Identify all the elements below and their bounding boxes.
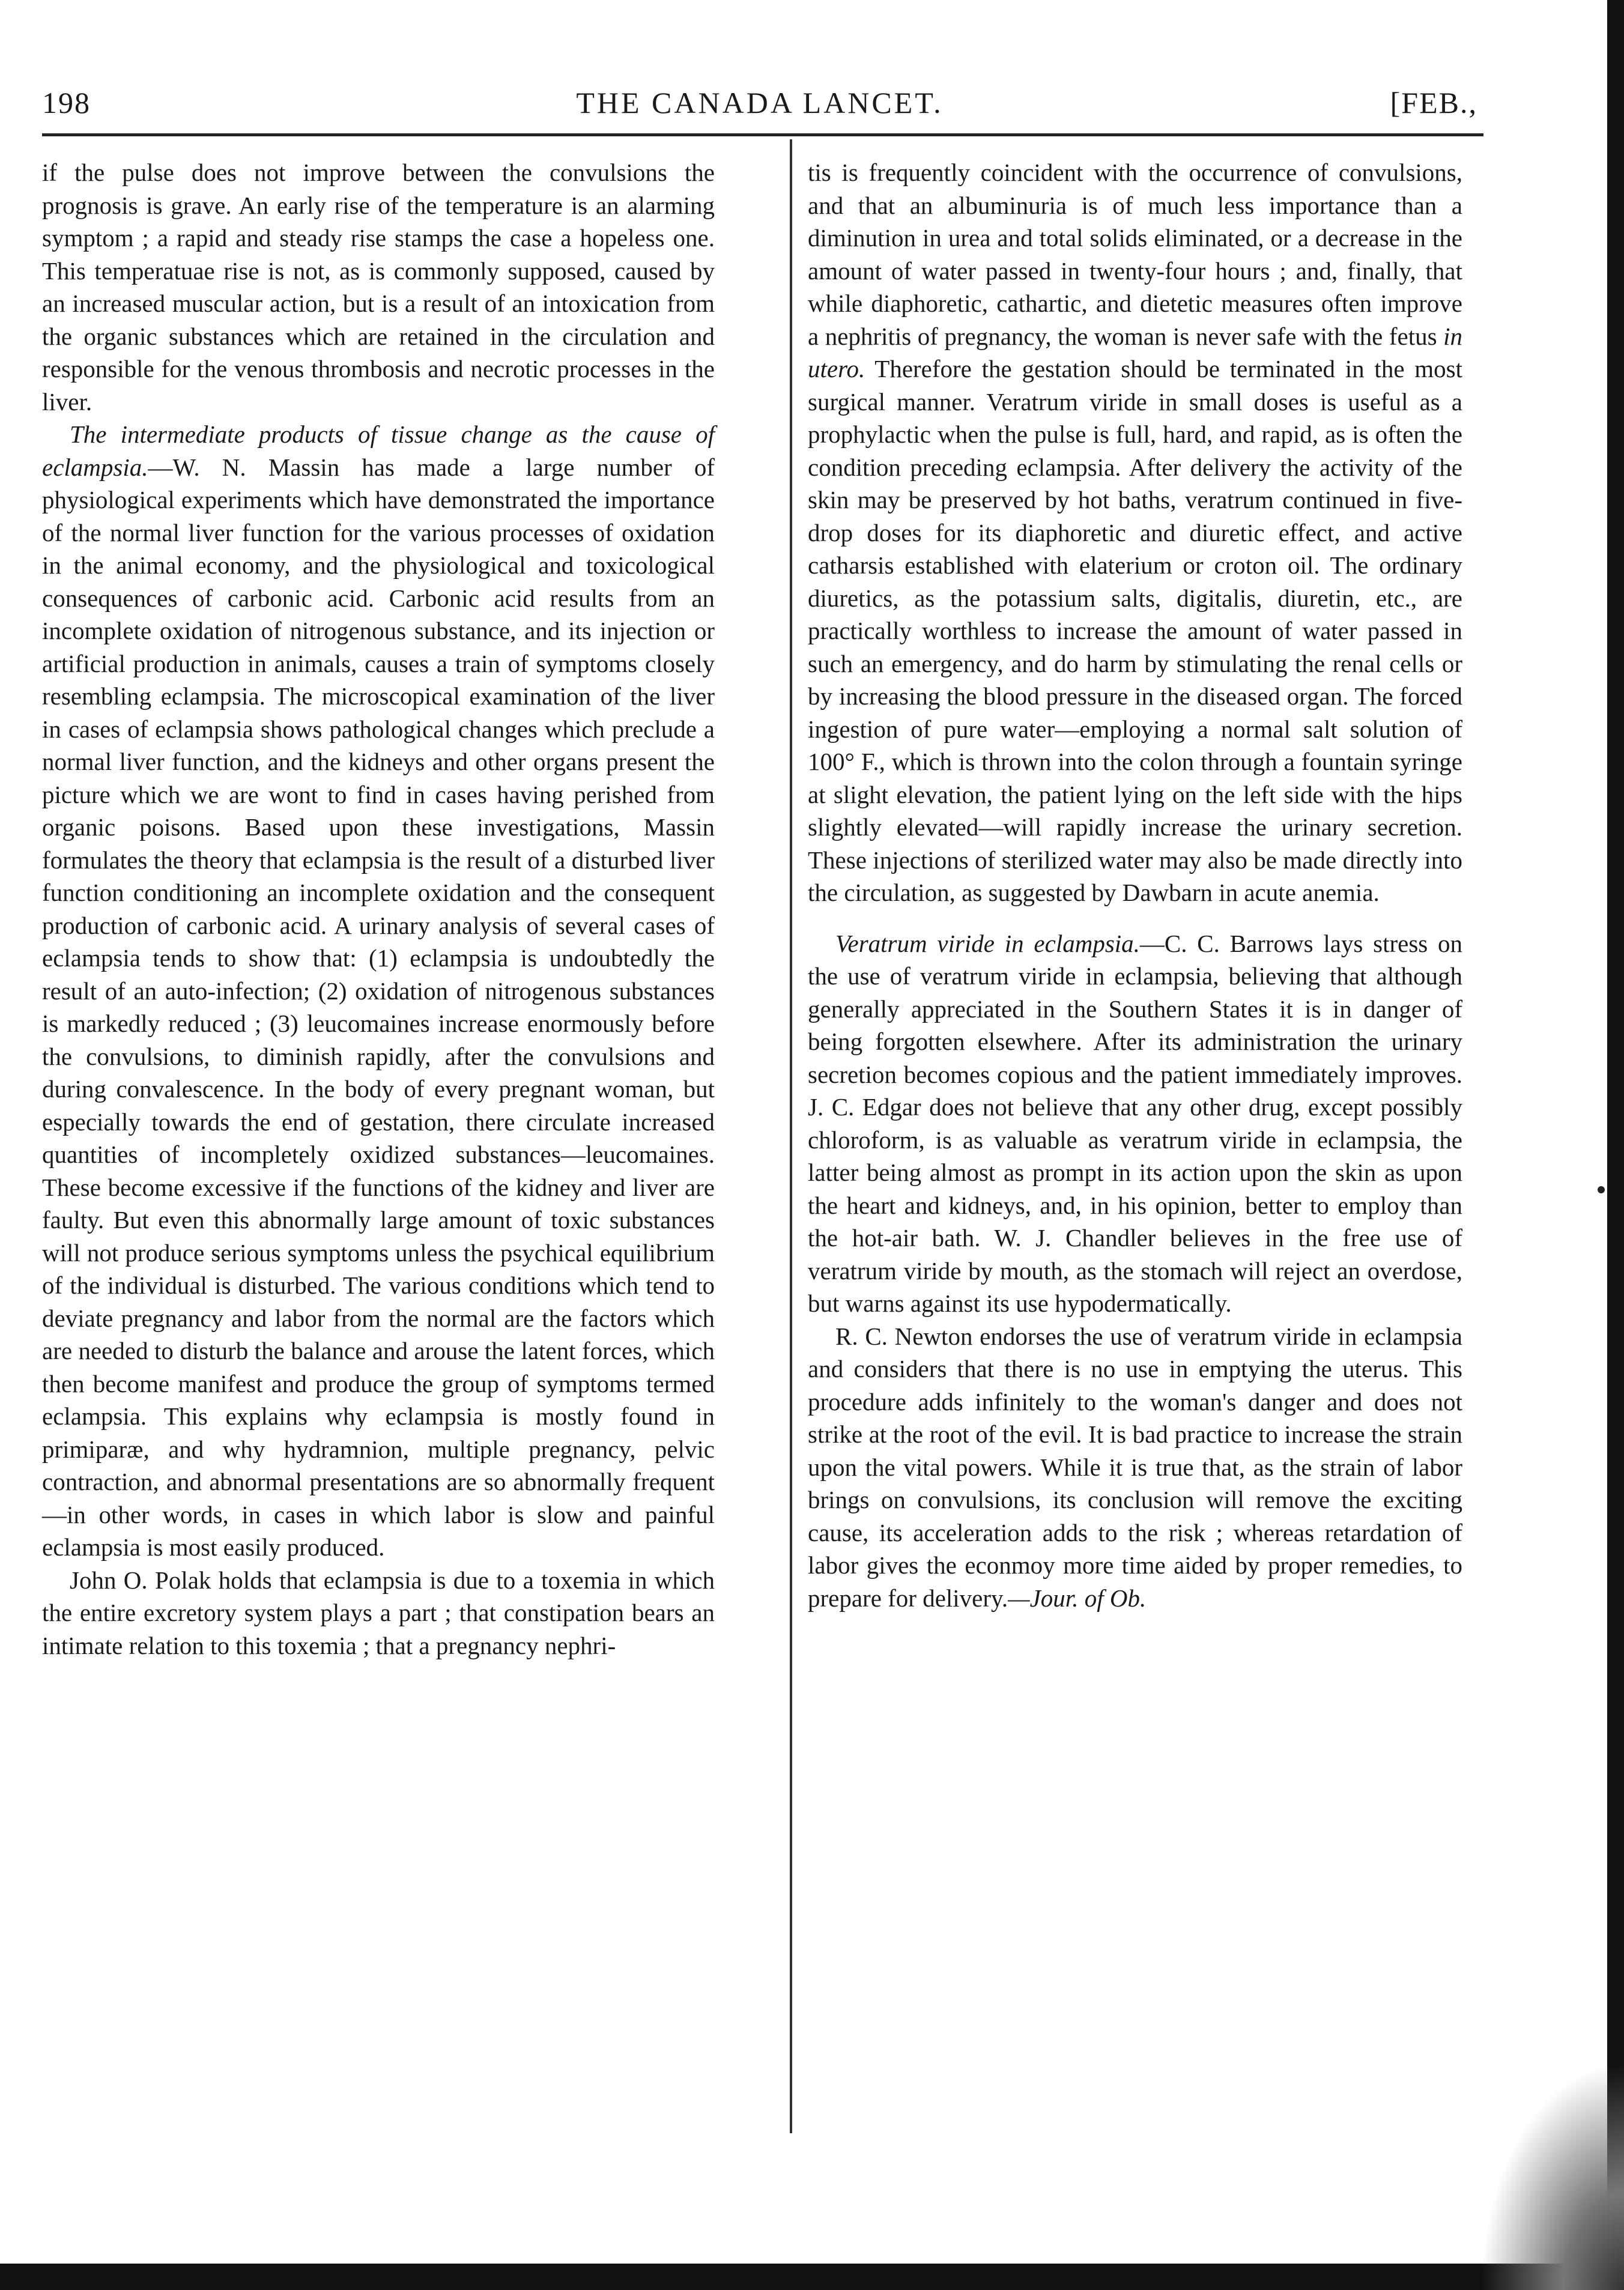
paragraph: if the pulse does not improve between the convulsions the prognosis is grave. An early rise of the temperature is an alarming symptom ; a rapid and steady rise stamps the case a hopeless one. This temperatuae rise is not, as is commonly supposed, caused by an increased muscular action, but is a result of an intoxication from the organic substances which are retained in the circulation and responsible for the venous thrombosis and necrotic processes in the liver. bbox=[42, 159, 715, 416]
left-column bbox=[42, 156, 715, 1662]
page-number: 198 bbox=[42, 86, 91, 120]
right-column bbox=[790, 156, 1462, 1614]
paragraph bbox=[808, 1320, 1462, 1615]
page-curl-shadow bbox=[1480, 2062, 1624, 2290]
header-rule bbox=[42, 133, 1483, 136]
paragraph-body: R. C. Newton endorses the use of veratrum viride in eclampsia and considers that there is no use in emptying the uterus. This procedure adds infinitely to the woman's danger and does not strike at the root of the evil. It is bad practice to increase the strain upon the vital powers. While it is true that, as the strain of labor brings on convulsions, its conclusion will remove the exciting cause, its acceleration adds to the risk ; whereas retardation of labor gives the econmoy more time aided by proper remedies, to prepare for delivery. bbox=[808, 1322, 1462, 1612]
paragraph bbox=[808, 156, 1462, 909]
paragraph: John O. Polak holds that eclampsia is due to a toxemia in which the entire excretory system plays a part ; that constipation bears an intimate relation to this toxemia ; that a pregnancy nephri- bbox=[42, 1566, 715, 1659]
section-title: Veratrum viride in eclampsia. bbox=[835, 929, 1140, 957]
paragraph bbox=[808, 927, 1462, 1320]
journal-title: THE CANADA LANCET. bbox=[576, 86, 944, 120]
paragraph-body: tis is frequently coincident with the occurrence of convulsions, and that an albuminuria is of much less importance than a diminution in urea and total solids eliminated, or a decrease in the amount of water passed in twenty-four hours ; and, finally, that while diaphoretic, cathartic, and dietetic measures often improve a nephritis of pregnancy, the woman is never safe with the fetus bbox=[808, 159, 1462, 350]
italic-phrase: in utero. bbox=[808, 322, 1462, 383]
page-header bbox=[42, 85, 1477, 127]
citation: —Jour. of Ob. bbox=[1008, 1584, 1147, 1612]
paragraph-body: Therefore the gestation should be terminated in the most surgical manner. Veratrum viride in small doses is useful as a prophylactic when the pulse is full, hard, and rapid, as is often the condition preceding eclampsia. After delivery the activity of the skin may be preserved by hot baths, veratrum continued in five-drop doses for its diaphoretic and diuretic effect, and active catharsis established with elaterium or croton oil. The ordinary diuretics, as the potassium salts, digitalis, diuretin, etc., are practically worthless to increase the amount of water passed in such an emergency, and do harm by stimulating the renal cells or by increasing the blood pressure in the diseased organ. The forced ingestion of pure water—employing a normal salt solution of 100° F., which is thrown into the colon through a fountain syringe at slight elevation, the patient lying on the left side with the hips slightly elevated—will rapidly increase the urinary secretion. These injections of sterilized water may also be made directly into the circulation, as suggested by Dawbarn in acute anemia. bbox=[808, 355, 1462, 906]
paragraph bbox=[42, 418, 715, 1564]
paragraph-body: —W. N. Massin has made a large number of physiological experiments which have demonstrated the importance of the normal liver function for the various processes of oxidation in the animal economy, and the physiological and toxicological consequences of carbonic acid. Carbonic acid results from an incomplete oxidation of nitrogenous substance, and its injection or artificial production in animals, causes a train of symptoms closely resembling eclampsia. The microscopical examination of the liver in cases of eclampsia shows pathological changes which preclude a normal liver function, and the kidneys and other organs present the picture which we are wont to find in cases having perished from organic poisons. Based upon these investigations, Massin formulates the theory that eclampsia is the result of a disturbed liver function conditioning an incomplete oxidation and the consequent production of carbonic acid. A urinary analysis of several cases of eclampsia tends to show that: (1) eclampsia is undoubtedly the result of an auto-infection; (2) oxidation of nitrogenous substances is markedly reduced ; (3) leucomaines increase enormously before the convulsions, to diminish rapidly, after the convulsions and during convalescence. In the body of every pregnant woman, but especially towards the end of gestation, there circulate increased quantities of incompletely oxidized substances—leucomaines. These become excessive if the functions of the kidney and liver are faulty. But even this abnormally large amount of toxic substances will not produce serious symptoms unless the psychical equilibrium of the individual is disturbed. The various conditions which tend to deviate pregnancy and labor from the normal are the factors which are needed to disturb the balance and arouse the latent forces, which then become manifest and produce the group of symptoms termed eclampsia. This explains why eclampsia is mostly found in primiparæ, and why hydramnion, multiple pregnancy, pelvic contraction, and abnormal presentations are so abnormally frequent —in other words, in cases in which labor is slow and painful eclampsia is most easily produced. bbox=[42, 453, 715, 1561]
paragraph-body: —C. C. Barrows lays stress on the use of veratrum viride in eclampsia, believing that although generally appreciated in the Southern States it is in danger of being forgotten elsewhere. After its administration the urinary secretion becomes copious and the patient immediately improves. J. C. Edgar does not believe that any other drug, except possibly chloroform, is as valuable as veratrum viride in eclampsia, the latter being almost as prompt in its action upon the skin as upon the heart and kidneys, and, in his opinion, better to employ than the hot-air bath. W. J. Chandler believes in the free use of veratrum viride by mouth, as the stomach will reject an overdose, but warns against its use hypodermatically. bbox=[808, 929, 1462, 1317]
ink-mark bbox=[1598, 1186, 1605, 1193]
section-title: The intermediate products of tissue change as the cause of eclampsia. bbox=[42, 420, 715, 481]
scan-edge-right bbox=[1607, 0, 1624, 2290]
issue-month: [FEB., bbox=[1390, 86, 1477, 120]
right-column-content bbox=[790, 156, 1462, 1614]
scan-edge-bottom bbox=[0, 2264, 1624, 2290]
